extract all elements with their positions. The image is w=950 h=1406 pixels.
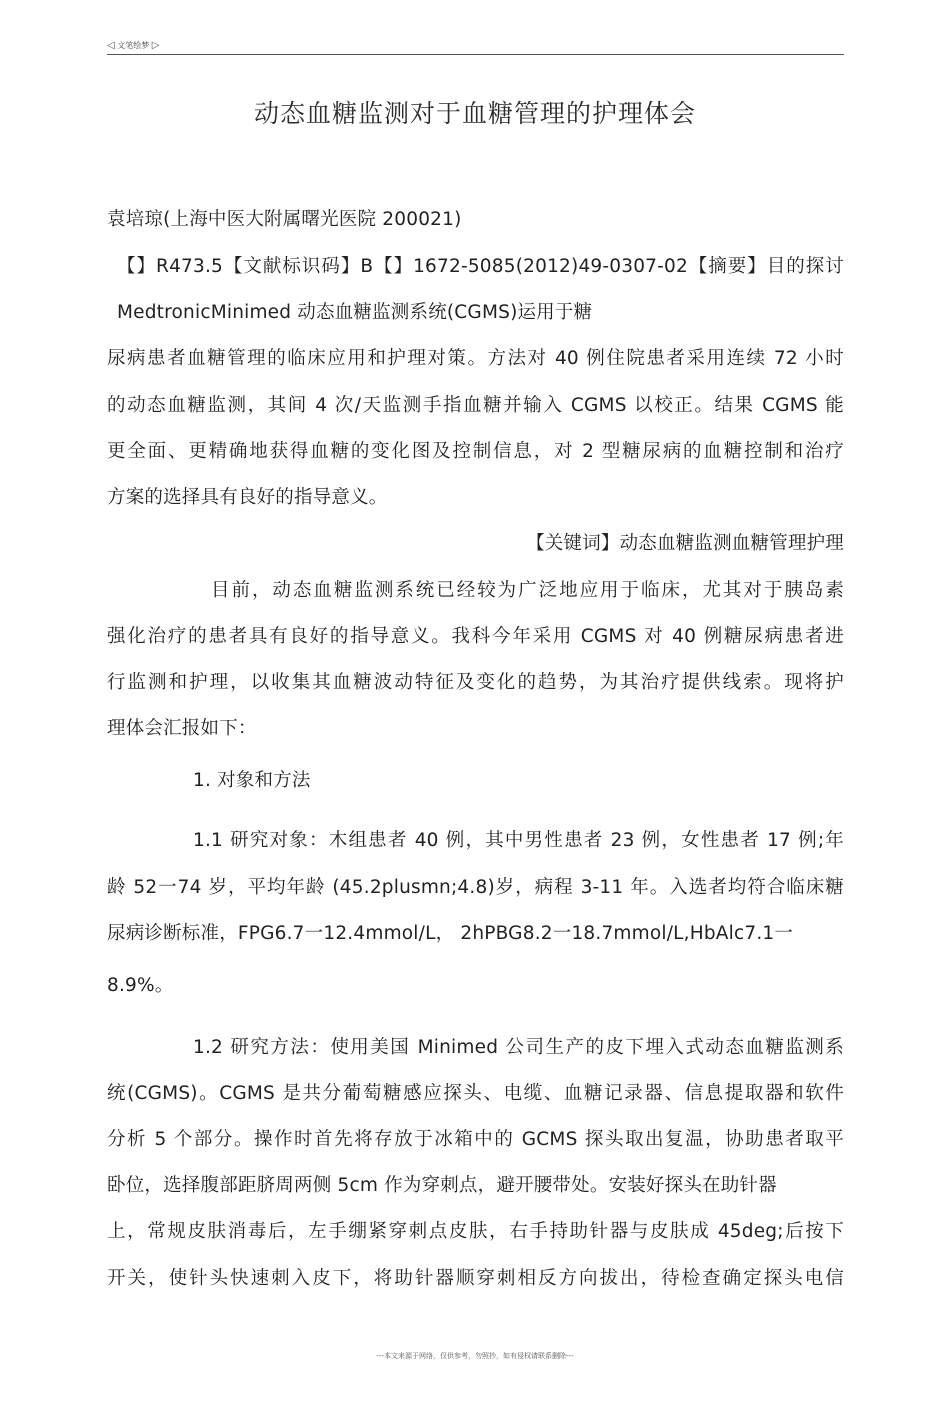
abstract-line: 尿病患者血糖管理的临床应用和护理对策。方法对 40 例住院患者采用连续 72 小时 [107,348,844,369]
abstract-line: 更全面、更精确地获得血糖的变化图及控制信息，对 2 型糖尿病的血糖控制和治疗 [107,441,844,462]
body-line: 龄 52一74 岁，平均年龄 (45.2plusmn;4.8)岁，病程 3-11 年。入选者均符合临床糖 [107,877,844,898]
left-triangle-icon: ◁ [107,40,115,51]
document-title: 动态血糖监测对于血糖管理的护理体会 [253,99,696,128]
body-line: 卧位，选择腹部距脐周两侧 5cm 作为穿刺点，避开腰带处。安装好探头在助针器 [107,1175,777,1196]
header-text: 文笔绘梦 [117,41,150,50]
body-line: 统(CGMS)。CGMS 是共分葡萄糖感应探头、电缆、血糖记录器、信息提取器和软件 [107,1083,844,1104]
body-line: 强化治疗的患者具有良好的指导意义。我科今年采用 CGMS 对 40 例糖尿病患者进 [107,626,844,647]
keywords-line: 【关键词】动态血糖监测血糖管理护理 [526,533,844,554]
body-line: 8.9%。 [107,975,174,996]
body-line: 行监测和护理，以收集其血糖波动特征及变化的趋势，为其治疗提供线索。现将护 [107,672,844,693]
page-footer: ---本文来源于网络，仅供参考，勿照抄，如有侵权请联系删除--- [376,1352,574,1360]
body-line: 分析 5 个部分。操作时首先将存放于冰箱中的 GCMS 探头取出复温，协助患者取平 [107,1129,844,1150]
abstract-line: 方案的选择具有良好的指导意义。 [107,487,388,508]
author-line: 袁培琼(上海中医大附属曙光医院 200021) [107,209,462,230]
right-triangle-icon: ▷ [151,40,160,51]
body-line: 尿病诊断标准，FPG6.7一12.4mmol/L， 2hPBG8.2一18.7mmol/L,HbAlc7.1一 [107,923,794,944]
abstract-line: 的动态血糖监测，其间 4 次/天监测手指血糖并输入 CGMS 以校正。结果 CGMS 能 [107,395,844,416]
body-line: 目前，动态血糖监测系统已经较为广泛地应用于临床，尤其对于胰岛素 [211,580,844,601]
body-line: 理体会汇报如下： [107,718,257,739]
body-line: 1.2 研究方法：使用美国 Minimed 公司生产的皮下埋入式动态血糖监测系 [193,1037,844,1058]
body-line: 1.1 研究对象：木组患者 40 例，其中男性患者 23 例，女性患者 17 例;年 [193,830,844,851]
body-line: 开关，使针头快速刺入皮下，将助针器顺穿刺相反方向拔出，待检查确定探头电信 [107,1268,844,1289]
abstract-line: MedtronicMinimed 动态血糖监测系统(CGMS)运用于糖 [117,302,593,323]
body-line: 上，常规皮肤消毒后，左手绷紧穿刺点皮肤，右手持助针器与皮肤成 45deg;后按下 [107,1221,844,1242]
section-heading: 1. 对象和方法 [193,770,311,791]
page-header [107,40,844,55]
abstract-line: 【】R473.5【文献标识码】B【】1672-5085(2012)49-0307-02【摘要】目的探讨 [117,256,844,277]
